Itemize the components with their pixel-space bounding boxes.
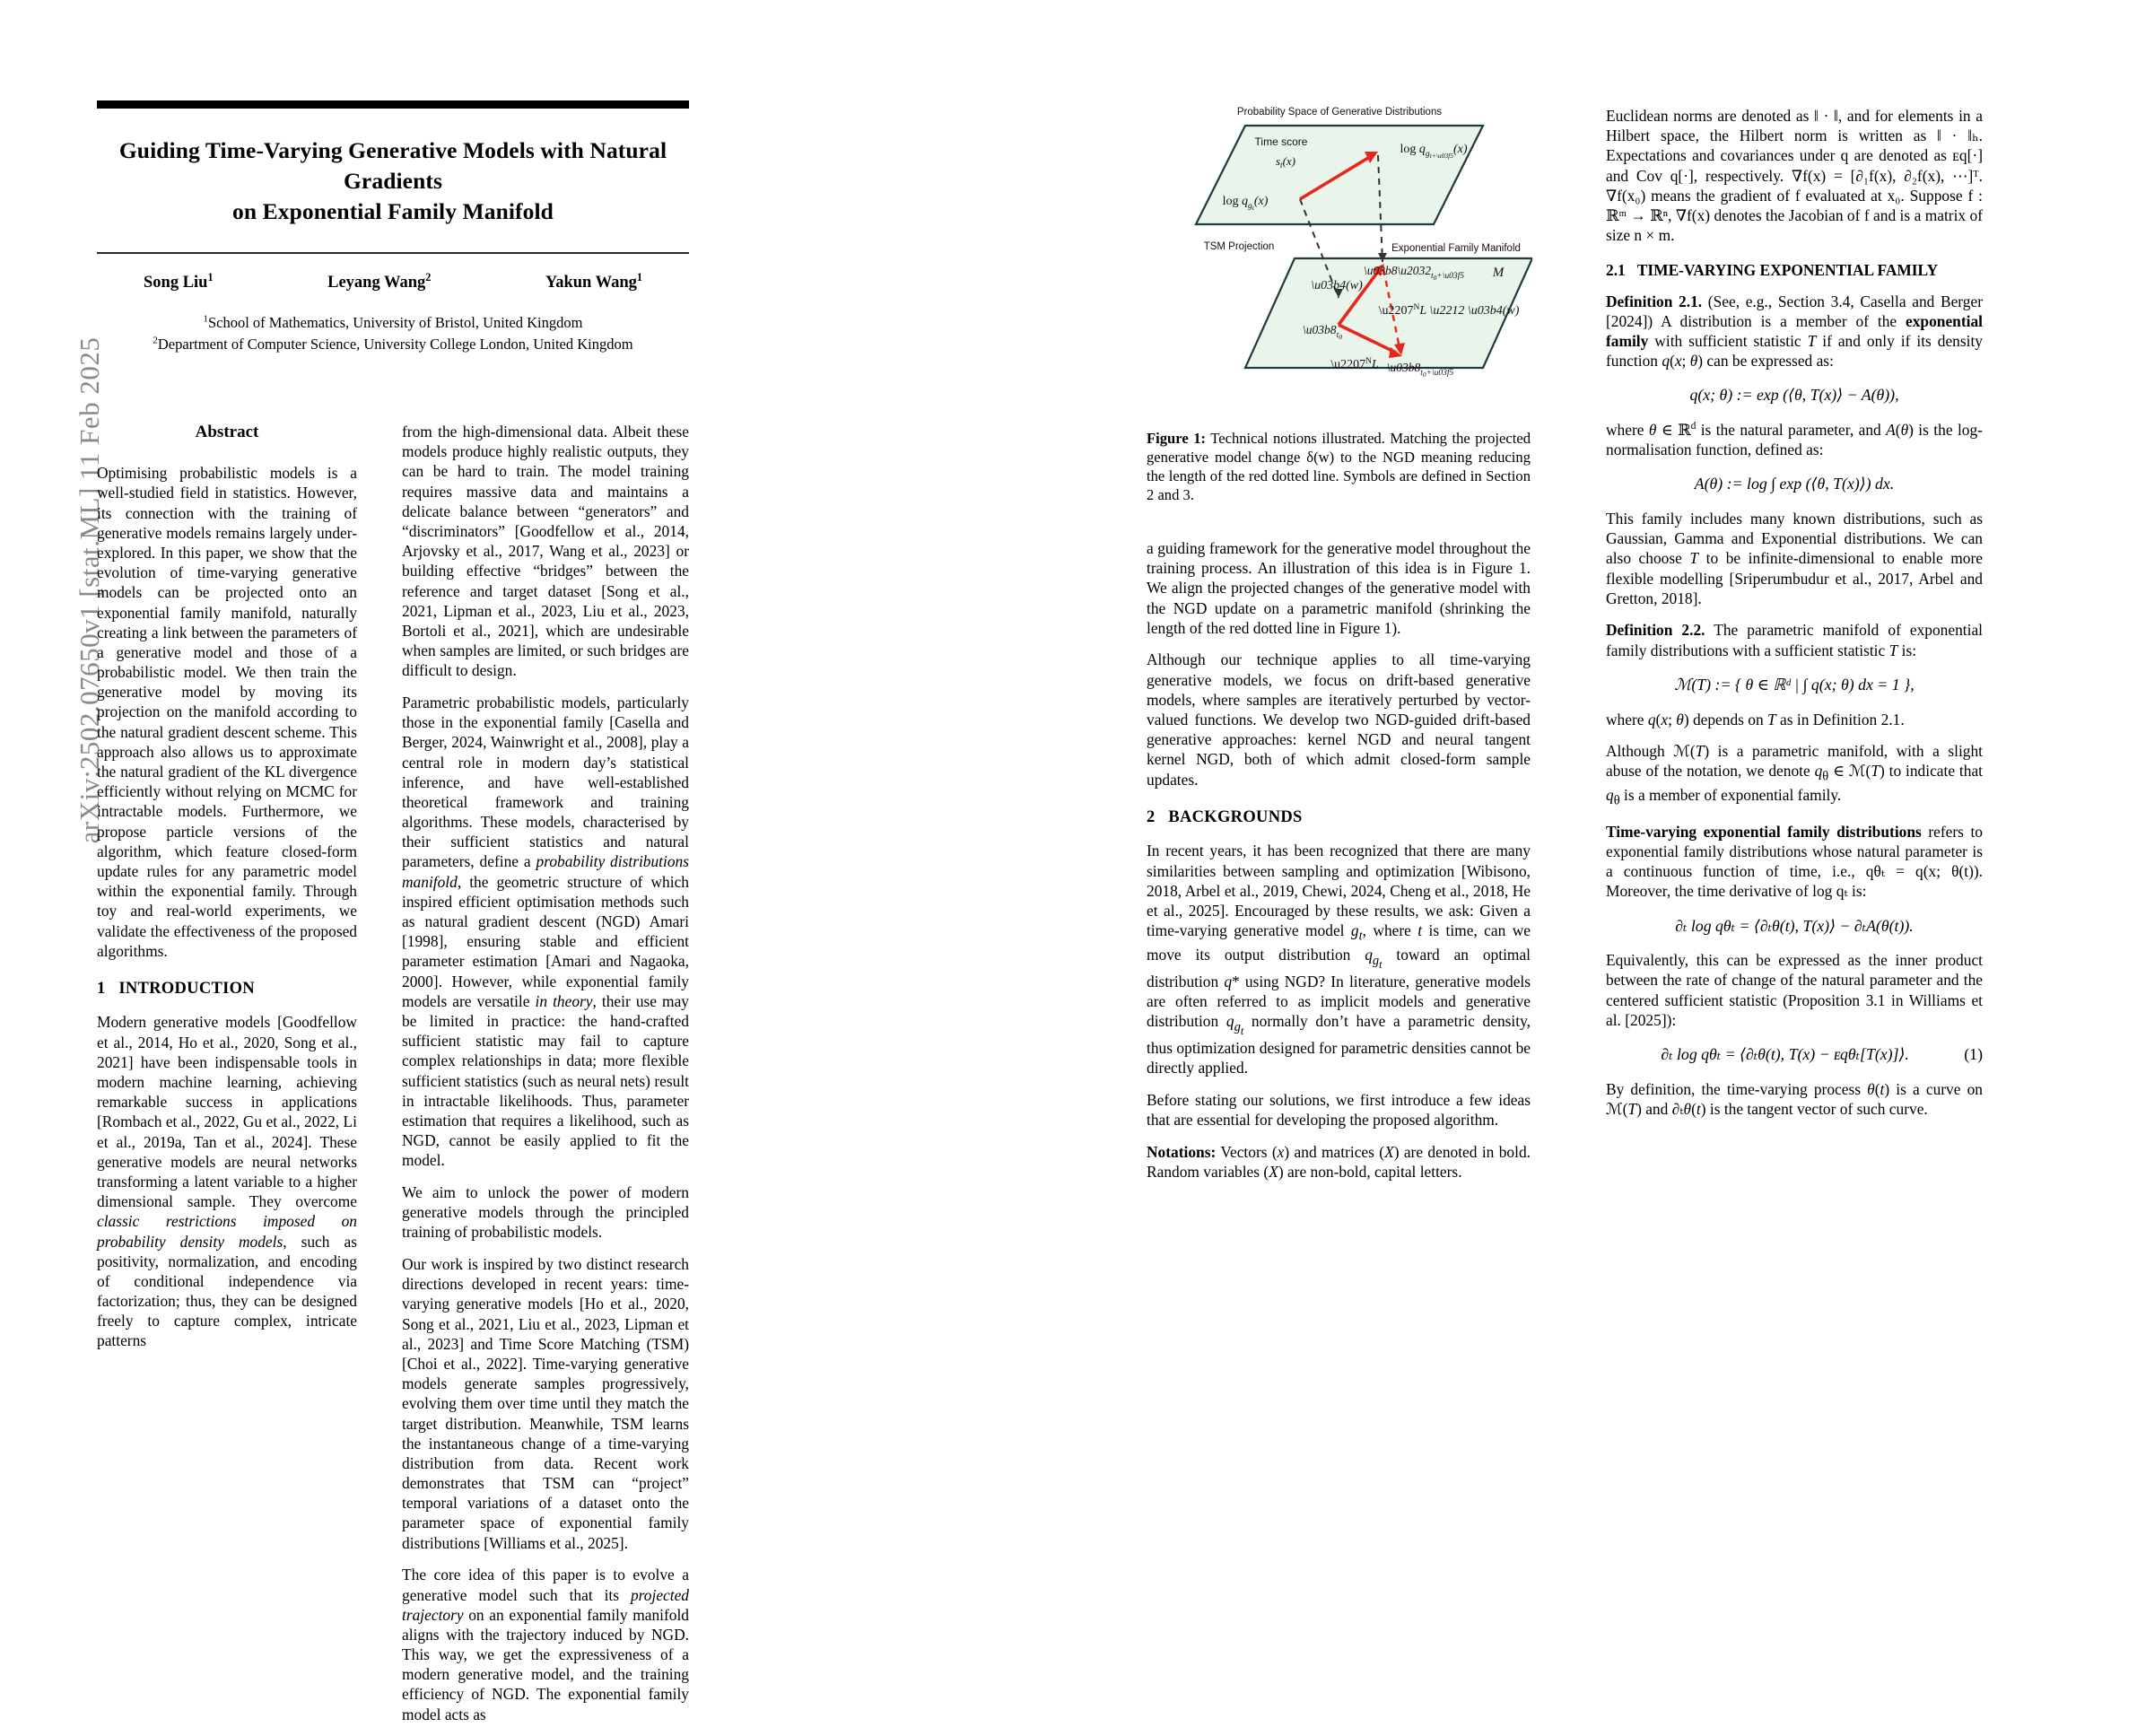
intro-paragraph-5-cont: a guiding framework for the generative model throughout the training process. An illustration of this idea is in Figure 1. We align the projected changes of the generative model with the NGD update on a parametric manifold (shrinking the length of the red dotted line in Figure 1). <box>1147 539 1531 637</box>
notations-right-paragraph: Euclidean norms are denoted as ‖ · ‖, and for elements in a Hilbert space, the Hilbert norm is written as ‖ · ‖ₕ. Expectations and covariances under q are denoted as ᴇq[·] and Cov q[·], respectively. ∇f(x) = [∂₁f(x), ∂₂f(x), ⋯]ᵀ. ∇f(x₀) means the gradient of f evaluated at x₀. Suppose f : ℝᵐ → ℝⁿ, ∇f(x) denotes the Jacobian of f and is a matrix of size n × m. <box>1606 107 1983 245</box>
time-score-label: Time score <box>1254 135 1308 148</box>
theta-t0-label: $\backslash u03b8_t0$ <box>1303 323 1342 341</box>
middle-column <box>1147 538 1531 1194</box>
equation-q-def: q(x; θ) := exp (⟨θ, T(x)⟩ − A(θ)), <box>1689 386 1899 405</box>
after-equation-1: By definition, the time-varying process θ(t) is a curve on ℳ(T) and ∂ₜθ(t) is the tangent vector of such curve. <box>1606 1079 1983 1118</box>
intro-paragraph-5-head: The core idea of this paper is to evolve a generative model such that its projected trajectory on an exponential family manifold aligns with the trajectory induced by NGD. This way, we get the expressiveness of a modern generative model, and the training efficiency of NGD. The exponential family model acts as <box>402 1566 689 1723</box>
definition-2-1 <box>1606 292 1983 371</box>
title-line-1: Guiding Time-Varying Generative Models with Natural Gradients <box>118 137 667 195</box>
title-rule-thin <box>97 252 689 254</box>
grad-n-l-label: $\backslash u2207^NL$ <box>1330 357 1379 371</box>
abstract-body: Optimising probabilistic models is a well-studied field in statistics. However, its connection with the training of generative models remains largely under-explored. In this paper, we show that the evolution of time-varying generative models can be projected onto an exponential family manifold, naturally creating a link between the parameters of a generative model and those of a probabilistic model. We then train the generative model by moving its projection on the manifold according to the natural gradient descent scheme. This approach also allows us to approximate the natural gradient of the KL divergence efficiently without relying on MCMC for intractable models. Furthermore, we propose particle versions of the algorithm, which feature closed-form update rules for any parametric model within the exponential family. Through toy and real-world experiments, we validate the effectiveness of the proposed algorithms. <box>97 464 357 960</box>
notations-text: Vectors (x) and matrices (X) are denoted in bold. Random variables (X) are non-bold, capital letters. <box>1147 1142 1531 1181</box>
affiliation-2-mark: 2 <box>153 335 158 346</box>
after-equation-time-derivative: Equivalently, this can be expressed as the inner product between the rate of change of the natural parameter and the centered sufficient statistic (Proposition 3.1 in Williams et al. [2025]): <box>1606 951 1983 1029</box>
time-varying-text: refers to exponential family distributions whose natural parameter is a continuous function of time, i.e., qθₜ = q(x; θ(t)). Moreover, the time derivative of log qₜ is: <box>1606 822 1983 901</box>
intro-paragraph-3: We aim to unlock the power of modern generative models through the principled training of probabilistic models. <box>402 1182 689 1242</box>
equation-1-body: ∂ₜ log qθₜ = ⟨∂ₜθ(t), T(x) − ᴇqθₜ[T(x)]⟩. <box>1661 1044 1909 1063</box>
log-q-gte-label: $\log q_gt+\backslash u03f5(x)$ <box>1400 143 1468 160</box>
intro-paragraph-1-cont: from the high-dimensional data. Albeit these models produce highly realistic outputs, they can be hard to train. The model training requires massive data and maintains a delicate balance between “generators” and “discriminators” [Goodfellow et al., 2014, Arjovsky et al., 2017, Wang et al., 2023] or building effective “bridges” between the reference and target dataset [Song et al., 2021, Lipman et al., 2023, Liu et al., 2023, Bortoli et al., 2021], which are undesirable when samples are limited, or such bridges are difficult to design. <box>402 423 689 680</box>
page-title <box>97 135 689 227</box>
figure-1-svg <box>1147 99 1532 417</box>
subsection-heading-2-1: 2.1 TIME-VARYING EXPONENTIAL FAMILY <box>1606 261 1939 280</box>
abstract-column <box>97 422 357 1363</box>
figure-caption-text: Technical notions illustrated. Matching the projected generative model change δ(w) to the NGD meaning reducing the length of the red dotted line. Symbols are defined in Section 2 and 3. <box>1147 430 1531 504</box>
equation-time-derivative: ∂ₜ log qθₜ = ⟨∂ₜθ(t), T(x)⟩ − ∂ₜA(θ(t)). <box>1675 916 1914 935</box>
intro-paragraph-4: Our work is inspired by two distinct research directions developed in recent years: time-varying generative models [Ho et al., 2020, Song et al., 2021, Liu et al., 2023, Lipman et al., 2023] and Time Score Matching (TSM) [Choi et al., 2022]. Time-varying generative models generate samples progressively, evolving them over time until they match the target distribution. Meanwhile, TSM learns the instantaneous change of a time-varying distribution from data. Recent work demonstrates that TSM can “project” temporal variations of a dataset onto the parameter space of exponential family distributions [Williams et al., 2025]. <box>402 1255 689 1552</box>
section-heading-introduction: 1 INTRODUCTION <box>97 979 255 998</box>
definition-2-2-label: Definition 2.2. <box>1606 621 1705 640</box>
author-2: Leyang Wang$^2$ <box>327 270 432 292</box>
log-q-gt-label: $\log q_gt(x)$ <box>1222 195 1269 212</box>
title-line-2: on Exponential Family Manifold <box>232 198 554 225</box>
author-3-mark: 1 <box>636 270 642 284</box>
time-varying-label: Time-varying exponential family distributions <box>1606 822 1922 841</box>
definition-2-2 <box>1606 620 1983 659</box>
title-rule-thick <box>97 100 689 109</box>
after-equation-log-normaliser: This family includes many known distributions, such as Gaussian, Gamma and Exponential distributions. We can also choose T to be infinite-dimensional to enable more flexible modelling [Sriperumbudur et al., 2017, Arbel and Gretton, 2018]. <box>1606 510 1983 607</box>
backgrounds-paragraph-1: In recent years, it has been recognized that there are many similarities between sampling and optimization [Wibisono, 2018, Arbel et al., 2019, Chewi, 2024, Cheng et al., 2018, He et al., 2025]. Encouraged by these results, we ask: Given a time-varying generative model $g_t$, where t is time, can we move its output distribution $q_{g_t}$ toward an optimal distribution q* using NGD? In literature, generative models are often referred to as implicit models and generative distribution $q_{g_t}$ normally don’t have a parametric density, thus optimization designed for parametric densities cannot be directly applied. <box>1147 842 1531 1077</box>
intro-paragraph-6: Although our technique applies to all time-varying generative models, we focus on drift-based generative models, where samples are iteratively perturbed by vector-valued functions. We develop two NGD-guided drift-based generative approaches: kernel NGD and neural tangent kernel NGD, both of which admit closed-form sample updates. <box>1147 650 1531 789</box>
definition-2-1-label: Definition 2.1. <box>1606 292 1703 310</box>
equation-log-normaliser: A(θ) := log ∫ exp (⟨θ, T(x)⟩) dx. <box>1694 475 1895 493</box>
intro-paragraph-2: Parametric probabilistic models, particularly those in the exponential family [Casella and Berger, 2024, Wainwright et al., 2008], play a central role in modern day’s statistical inference, and have well-established theoretical framework and training algorithms. These models, characterised by their sufficient statistics and natural parameters, define a probability distributions manifold, the geometric structure of which inspired efficient optimisation methods such as natural gradient descent (NGD) Amari [1998], ensuring stable and efficient parameter estimation [Amari and Nagaoka, 2000]. However, while exponential family models are versatile in theory, their use may be limited in practice: the hand-crafted sufficient statistic may fail to capture complex relationships in data; more flexible sufficient statistics (such as neural nets) result in intractable likelihoods. Thus, parameter estimation that requires a likelihood, such as NGD, cannot be easily applied to fit the model. <box>402 693 690 1170</box>
after-equation-q-def: where θ ∈ ℝ$^d$ is the natural parameter, and A(θ) is the log-normalisation function, defined as: <box>1606 420 1983 459</box>
intro-column-2 <box>402 422 689 1736</box>
intro-paragraph-1: Modern generative models [Goodfellow et al., 2014, Ho et al., 2020, Song et al., 2021] have been indispensable tools in modern machine learning, achieving remarkable success in applications [Rombach et al., 2022, Gu et al., 2022, Li et al., 2019a, Tan et al., 2024]. These generative models are neural networks transforming a latent variable to a higher dimensional sample. They overcome classic restrictions imposed on probability density models, such as positivity, normalization, and encoding of conditional independence via factorization; thus, they can be designed freely to capture complex, intricate patterns <box>97 1013 357 1350</box>
after-equation-manifold: where q(x; θ) depends on T as in Definition 2.1. <box>1606 710 1905 728</box>
manifold-paragraph: Although ℳ(T) is a parametric manifold, with a slight abuse of the notation, we denote $q_\theta$ ∈ ℳ(T) to indicate that $q_\theta$ is a member of exponential family. <box>1606 742 1984 808</box>
manifold-m-label: M <box>1492 266 1505 280</box>
author-1: Song Liu$^1$ <box>144 270 214 292</box>
arxiv-stamp: arXiv:2502.07650v1 [stat.ML] 11 Feb 2025 <box>74 336 105 844</box>
right-column <box>1606 106 1983 1131</box>
time-varying-paragraph <box>1606 822 1983 902</box>
title-block <box>97 100 689 254</box>
affiliation-2: $^2$Department of Computer Science, University College London, United Kingdom <box>153 335 633 353</box>
theta-t0-eps-prime-label: $\backslash u03b8\backslash u2032_t0+\backslash u03f5$ <box>1363 264 1465 282</box>
author-block <box>97 270 689 355</box>
definition-2-1-text: (See, e.g., Section 3.4, Casella and Berger [2024]) A distribution is a member of the exponential family with sufficient statistic T if and only if its density function q(x; θ) can be expressed as: <box>1606 292 1983 371</box>
affiliation-1-mark: 1 <box>203 313 208 325</box>
figure-caption-number: Figure 1: <box>1147 430 1207 447</box>
theta-t0-eps-label: $\backslash u03b8_t0+\backslash u03f5$ <box>1386 361 1454 379</box>
exponential-family-manifold-label: Exponential Family Manifold <box>1391 243 1521 254</box>
equation-manifold: ℳ(T) := { θ ∈ ℝᵈ | ∫ q(x; θ) dx = 1 }, <box>1674 675 1915 694</box>
equation-1 <box>1606 1044 1983 1065</box>
author-1-mark: 1 <box>207 270 214 284</box>
notations-paragraph <box>1147 1142 1531 1182</box>
author-2-mark: 2 <box>425 270 432 284</box>
tsm-projection-label: TSM Projection <box>1203 241 1275 252</box>
probability-space-label: Probability Space of Generative Distributions <box>1236 107 1443 118</box>
affiliation-1: $^1$School of Mathematics, University of Bristol, United Kingdom <box>203 313 583 331</box>
abstract-heading: Abstract <box>195 423 259 441</box>
s-t-label: $s_t(x)$ <box>1275 154 1296 170</box>
notations-label: Notations: <box>1147 1142 1217 1161</box>
figure-1 <box>1147 99 1532 417</box>
definition-2-2-text: The parametric manifold of exponential family distributions with a sufficient statistic T is: <box>1606 621 1984 659</box>
section-heading-backgrounds: 2 BACKGROUNDS <box>1147 807 1303 826</box>
backgrounds-paragraph-2: Before stating our solutions, we first introduce a few ideas that are essential for developing the proposed algorithm. <box>1147 1090 1531 1129</box>
delta-w-label: \u03b4(w) <box>1311 279 1363 292</box>
author-3: Yakun Wang$^1$ <box>545 270 642 292</box>
grad-minus-delta-label: $\backslash u2207^NL$ \u2212 \u03b4(w) <box>1378 303 1520 318</box>
author-row <box>97 270 689 292</box>
figure-1-caption <box>1147 429 1531 504</box>
equation-1-number: (1) <box>1964 1044 1983 1063</box>
